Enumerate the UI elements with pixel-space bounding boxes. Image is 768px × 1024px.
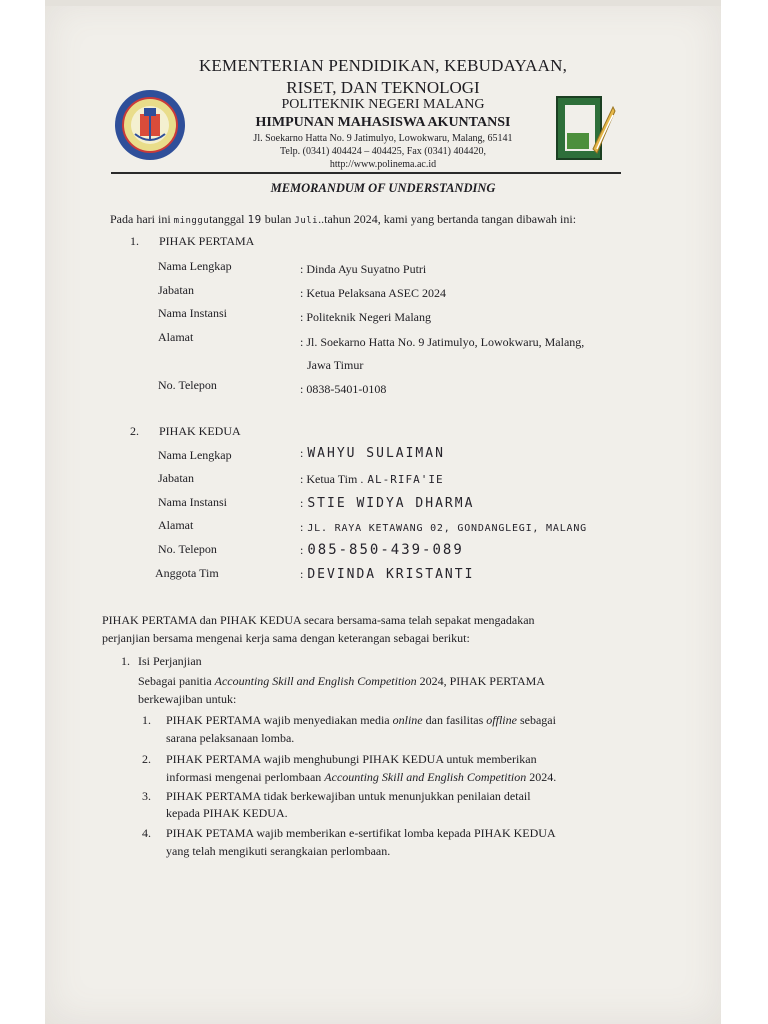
intro-day-handwritten: minggu xyxy=(173,216,210,226)
item1-online: online xyxy=(392,713,423,727)
item2-line2-a: informasi mengenai perlombaan xyxy=(166,770,325,784)
intro-line xyxy=(110,212,576,227)
item1-number: 1. xyxy=(142,713,151,727)
party2-name-colon: : xyxy=(300,446,304,460)
ministry-line-1: KEMENTERIAN PENDIDIKAN, KEBUDAYAAN, xyxy=(198,56,568,75)
party2-label-position: Jabatan xyxy=(158,471,194,485)
party2-institution-row xyxy=(300,494,474,512)
party2-institution-colon: : xyxy=(300,496,304,510)
party2-institution-handwritten: STIE WIDYA DHARMA xyxy=(307,496,475,511)
party2-phone-colon: : xyxy=(300,543,304,557)
party1-label-institution: Nama Instansi xyxy=(158,306,227,320)
party2-address-row xyxy=(300,518,587,536)
top-shadow-strip xyxy=(45,0,721,6)
party2-heading: PIHAK KEDUA xyxy=(159,424,241,438)
party1-label-position: Jabatan xyxy=(158,283,194,297)
institution-name: POLITEKNIK NEGERI MALANG xyxy=(281,97,485,112)
party2-label-name: Nama Lengkap xyxy=(158,448,232,462)
item3-number: 3. xyxy=(142,789,151,803)
item4-number: 4. xyxy=(142,826,151,840)
item2-line2 xyxy=(166,770,556,785)
party2-position-row xyxy=(300,470,444,488)
intro-month-handwritten: Juli xyxy=(294,216,319,226)
party1-label-phone: No. Telepon xyxy=(158,378,217,392)
item4-line1: PIHAK PETAMA wajib memberikan e-sertifikat lomba kepada PIHAK KEDUA xyxy=(166,826,556,840)
agreement-line-2: perjanjian bersama mengenai kerja sama dengan keterangan sebagai berikut: xyxy=(102,631,470,645)
party2-member-row xyxy=(300,565,474,583)
item1-line1-a: PIHAK PERTAMA wajib menyediakan media xyxy=(166,713,393,727)
party1-label-name: Nama Lengkap xyxy=(158,259,232,273)
item1-line1 xyxy=(166,713,556,728)
section1-heading: Isi Perjanjian xyxy=(138,654,202,668)
item2-event: Accounting Skill and English Competition xyxy=(324,770,527,784)
header-divider xyxy=(111,172,621,174)
party1-label-address: Alamat xyxy=(158,330,194,344)
party1-value-address: : Jl. Soekarno Hatta No. 9 Jatimulyo, Lowokwaru, Malang, xyxy=(300,335,585,349)
item2-line2-b: 2024. xyxy=(526,770,557,784)
party2-phone-handwritten: 085-850-439-089 xyxy=(307,542,464,558)
website-line: http://www.polinema.ac.id xyxy=(329,159,437,170)
item3-line1: PIHAK PERTAMA tidak berkewajiban untuk menunjukkan penilaian detail xyxy=(166,789,531,803)
intro-prefix: Pada hari ini xyxy=(110,212,171,226)
party2-phone-row xyxy=(300,541,464,559)
party2-label-institution: Nama Instansi xyxy=(158,495,227,509)
party2-number: 2. xyxy=(130,424,139,438)
party1-value-address-line2: Jawa Timur xyxy=(307,358,364,372)
party1-value-institution: : Politeknik Negeri Malang xyxy=(300,310,431,324)
party2-position-handwritten: AL-RIFA'IE xyxy=(367,473,444,486)
item1-line1-c: sebagai xyxy=(516,713,556,727)
item1-line1-b: dan fasilitas xyxy=(422,713,487,727)
party2-label-member: Anggota Tim xyxy=(155,566,219,580)
party2-member-colon: : xyxy=(300,567,304,581)
section1-intro-line2: berkewajiban untuk: xyxy=(138,692,237,706)
item3-line2: kepada PIHAK KEDUA. xyxy=(166,806,288,820)
section1-intro-a: Sebagai panitia xyxy=(138,674,215,688)
section1-number: 1. xyxy=(121,654,130,668)
phone-line: Telp. (0341) 404424 – 404425, Fax (0341) 404420, xyxy=(280,146,486,157)
intro-date-handwritten: 19 xyxy=(247,213,262,226)
item1-line2: sarana pelaksanaan lomba. xyxy=(166,731,295,745)
party2-name-handwritten: WAHYU SULAIMAN xyxy=(307,446,445,461)
party1-number: 1. xyxy=(130,234,139,248)
item2-number: 2. xyxy=(142,752,151,766)
organization-name: HIMPUNAN MAHASISWA AKUNTANSI xyxy=(255,115,511,130)
item2-line1: PIHAK PERTAMA wajib menghubungi PIHAK KEDUA untuk memberikan xyxy=(166,752,537,766)
document-page xyxy=(45,0,721,1024)
party2-member-handwritten: DEVINDA KRISTANTI xyxy=(307,567,475,582)
intro-tanggal: tanggal xyxy=(209,212,245,226)
item4-line2: yang telah mengikuti serangkaian perlombaan. xyxy=(166,844,391,858)
party2-address-colon: : xyxy=(300,520,304,534)
party1-value-name: : Dinda Ayu Suyatno Putri xyxy=(300,262,427,276)
document-title: MEMORANDUM OF UNDERSTANDING xyxy=(270,181,496,195)
party2-label-phone: No. Telepon xyxy=(158,542,217,556)
party1-value-phone: : 0838-5401-0108 xyxy=(300,382,387,396)
party1-heading: PIHAK PERTAMA xyxy=(159,234,255,248)
party2-label-address: Alamat xyxy=(158,518,194,532)
section1-intro-line1 xyxy=(138,674,545,689)
intro-suffix: ..tahun 2024, kami yang bertanda tangan dibawah ini: xyxy=(318,212,577,226)
item1-offline: offline xyxy=(486,713,517,727)
party2-address-handwritten: JL. RAYA KETAWANG 02, GONDANGLEGI, MALANG xyxy=(307,523,587,534)
party2-position-prefix: : Ketua Tim . xyxy=(300,472,364,486)
intro-bulan: bulan xyxy=(264,212,292,226)
party1-value-position: : Ketua Pelaksana ASEC 2024 xyxy=(300,286,446,300)
section1-intro-event: Accounting Skill and English Competition xyxy=(214,674,417,688)
section1-intro-b: 2024, PIHAK PERTAMA xyxy=(416,674,545,688)
party2-name-row xyxy=(300,444,445,462)
address-line: Jl. Soekarno Hatta No. 9 Jatimulyo, Lowokwaru, Malang, 65141 xyxy=(253,133,513,144)
agreement-line-1: PIHAK PERTAMA dan PIHAK KEDUA secara bersama-sama telah sepakat mengadakan xyxy=(102,613,535,627)
ministry-line-2: RISET, DAN TEKNOLOGI xyxy=(286,78,480,97)
